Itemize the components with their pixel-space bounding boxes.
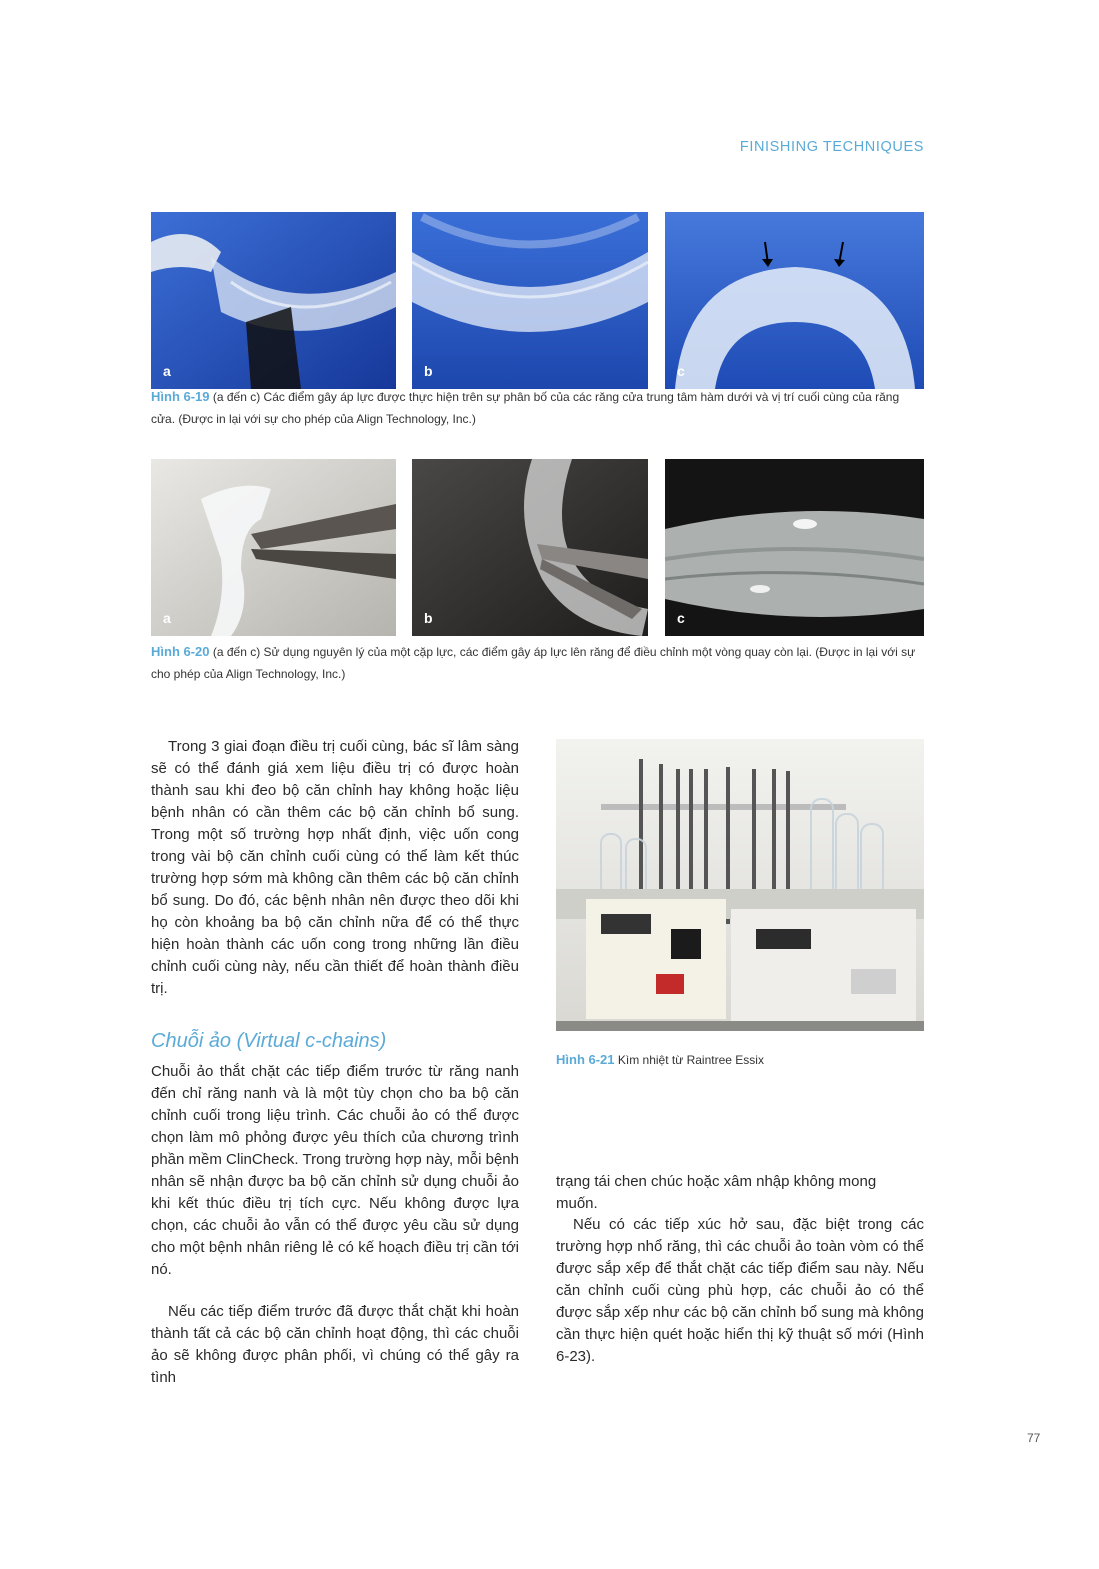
caption-text: Kìm nhiệt từ Raintree Essix [617,1053,764,1067]
body-paragraph: Nếu các tiếp điểm trước đã được thắt chặt khi hoàn thành tất cả các bộ căn chỉnh hoạt động, thì các chuỗi ảo sẽ không được phân phối, vì chúng có thể gây ra tình [151,1303,519,1386]
figure-label: Hình 6-20 [151,644,210,659]
section-heading: Chuỗi ảo (Virtual c-chains) [151,1030,387,1052]
figure-6-19-photo-a [151,212,396,389]
figure-6-20-photo-a [151,459,396,636]
panel-letter: b [424,363,433,379]
panel-letter: b [424,610,433,626]
body-paragraph: trạng tái chen chúc hoặc xâm nhập không mong muốn. [556,1173,877,1212]
figure-6-20-photo-b [412,459,648,636]
running-head: FINISHING TECHNIQUES [739,139,924,155]
body-paragraph: Nếu có các tiếp xúc hở sau, đặc biệt trong các trường hợp nhổ răng, thì các chuỗi ảo toàn vòm có thể được sắp xếp để thắt chặt các tiếp điểm sau này. Nếu căn chỉnh cuối cùng phù hợp, các chuỗi ảo có thể được sắp xếp như các bộ căn chỉnh bổ sung mà không cần thực hiện quét hoặc hiển thị kỹ thuật số mới (Hình 6-23). [556,1216,924,1365]
panel-letter: c [677,363,685,379]
figure-6-19-caption [151,386,923,430]
figure-6-21-caption [556,1049,924,1071]
figure-label: Hình 6-19 [151,389,210,404]
body-paragraph: Chuỗi ảo thắt chặt các tiếp điểm trước từ răng nanh đến chỉ răng nanh và là một tùy chọn cho ba bộ căn chỉnh cuối trong liệu trình. Các chuỗi ảo có thể được chọn làm mô phỏng được yêu thích của chương trình phần mềm ClinCheck. Trong trường hợp này, mỗi bệnh nhân sẽ nhận được ba bộ căn chỉnh sử dụng chuỗi ảo khi kết thúc điều trị tích cực. Nếu không được lựa chọn, các chuỗi ảo vẫn có thể được yêu cầu sử dụng cho một bệnh nhân riêng lẻ có kế hoạch điều trị cần tới nó. [151,1063,519,1278]
figure-label: Hình 6-21 [556,1052,615,1067]
figure-6-21-photo [556,739,924,1031]
caption-text: (a đến c) Sử dụng nguyên lý của một cặp lực, các điểm gây áp lực lên răng để điều chỉnh một vòng quay còn lại. (Được in lại với sự cho phép của Align Technology, Inc.) [151,645,916,681]
panel-letter: a [163,363,171,379]
figure-6-19-photo-c [665,212,924,389]
figure-6-20-photo-c [665,459,924,636]
body-paragraph: Trong 3 giai đoạn điều trị cuối cùng, bác sĩ lâm sàng sẽ có thể đánh giá xem liệu điều trị có được hoàn thành sau khi đeo bộ căn chỉnh hay không hoặc liệu bệnh nhân có cần thêm các bộ căn chỉnh bổ sung. Trong một số trường hợp nhất định, việc uốn cong trong vài bộ căn chỉnh cuối cùng có thể làm kết thúc trường hợp sớm mà không cần thêm các bộ căn chỉnh bổ sung. Do đó, các bệnh nhân nên được theo dõi khi họ còn khoảng ba bộ căn chỉnh nữa để có thể thực hiện hoàn thành các uốn cong trong những lần điều chỉnh cuối cùng này, nếu cần thiết để hoàn thành điều trị. [151,738,519,997]
panel-letter: c [677,610,685,626]
page-number: 77 [1027,1431,1041,1445]
figure-6-19-photo-b [412,212,648,389]
panel-letter: a [163,610,171,626]
figure-6-20-caption [151,641,923,685]
caption-text: (a đến c) Các điểm gây áp lực được thực hiện trên sự phân bố của các răng cửa trung tâm hàm dưới và vị trí cuối cùng của răng cửa. (Được in lại với sự cho phép của Align Technology, Inc.) [151,390,900,426]
